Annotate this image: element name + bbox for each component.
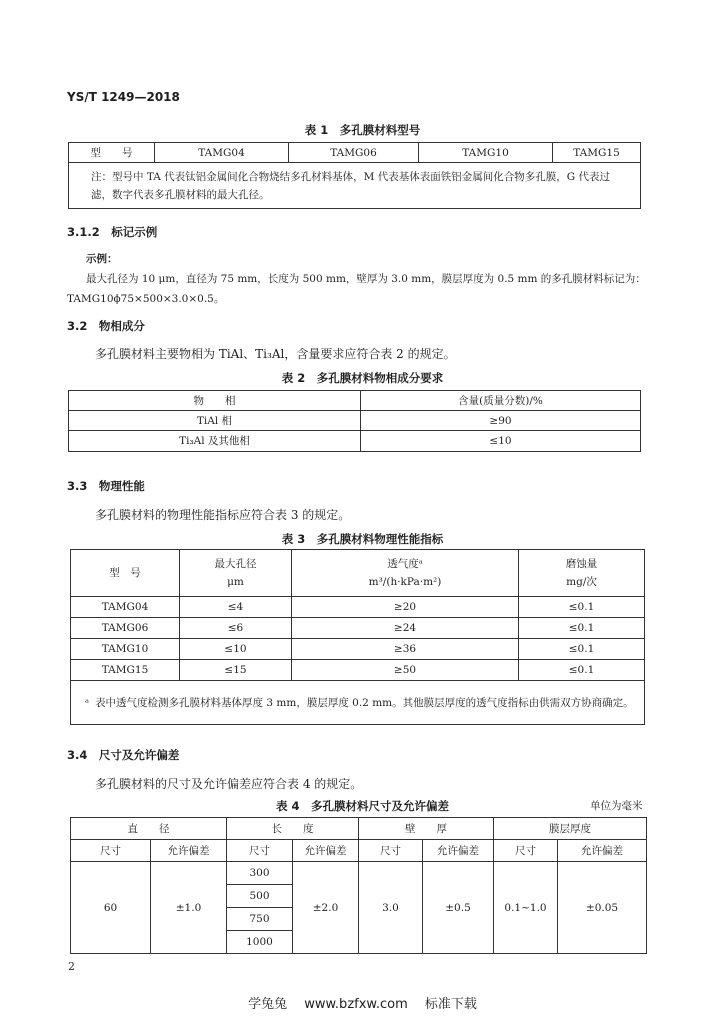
- standard-number: YS/T 1249—2018: [67, 90, 180, 104]
- table2-header-content: 含量(质量分数)/%: [361, 391, 641, 411]
- table3-note-text: 表中透气度检测多孔膜材料基体厚度 3 mm，膜层厚度 0.2 mm。其他膜层厚度的透气度指标由供需双方协商确定。: [95, 696, 634, 709]
- table1-label: 型 号: [69, 143, 155, 163]
- permeability-unit: m³/(h·kPa·m²): [368, 576, 442, 588]
- table3-cell: ≤0.1: [519, 618, 645, 639]
- wear-unit: mg/次: [566, 576, 597, 588]
- table4-subheader: 尺寸: [359, 840, 423, 862]
- pore-label: 最大孔径: [214, 558, 257, 570]
- table2-caption: 表 2 多孔膜材料物相成分要求: [281, 371, 444, 385]
- table4-length: 500: [227, 885, 293, 908]
- table4-length: 300: [227, 862, 293, 885]
- example-line-2: TAMG10ϕ75×500×3.0×0.5。: [67, 293, 225, 305]
- table4-wall-tol: ±0.5: [423, 862, 494, 954]
- table3-cell: ≥36: [292, 639, 519, 660]
- table4-subheader: 允许偏差: [151, 840, 227, 862]
- table2-cell: Ti₃Al 及其他相: [69, 431, 361, 452]
- table4-subheader: 尺寸: [494, 840, 558, 862]
- table4-group: 直 径: [71, 818, 227, 840]
- table3-caption: 表 3 多孔膜材料物理性能指标: [281, 532, 444, 546]
- table3: [70, 549, 645, 725]
- table4-caption: 表 4 多孔膜材料尺寸及允许偏差: [275, 799, 449, 813]
- table1-model: TAMG04: [155, 143, 289, 163]
- section-3-1-2-heading: 3.1.2 标记示例: [67, 225, 158, 239]
- wear-label: 磨蚀量: [565, 558, 598, 570]
- table2: [68, 390, 641, 452]
- section-3-2-heading: 3.2 物相成分: [67, 319, 145, 333]
- pore-unit: μm: [227, 576, 244, 588]
- table4-group: 壁 厚: [359, 818, 494, 840]
- table3-cell: ≤10: [180, 639, 292, 660]
- table4-subheader: 尺寸: [71, 840, 151, 862]
- section-3-2-text: 多孔膜材料主要物相为 TiAl、Ti₃Al，含量要求应符合表 2 的规定。: [95, 347, 456, 361]
- table1-note: 注：型号中 TA 代表钛铝金属间化合物烧结多孔材料基体，M 代表基体表面铁铝金属间化合物多孔膜，G 代表过滤，数字代表多孔膜材料的最大孔径。: [69, 163, 641, 209]
- permeability-label: 透气度ᵃ: [387, 558, 423, 570]
- table4-length-tol: ±2.0: [293, 862, 359, 954]
- table2-cell: ≤10: [361, 431, 641, 452]
- table4-subheader: 允许偏差: [558, 840, 647, 862]
- table4-diameter: 60: [71, 862, 151, 954]
- table3-cell: ≤6: [180, 618, 292, 639]
- table3-header-pore: [180, 550, 292, 597]
- table1-model: TAMG06: [289, 143, 419, 163]
- table4-film: 0.1~1.0: [494, 862, 558, 954]
- table3-cell: ≤4: [180, 597, 292, 618]
- table3-header-model: 型 号: [71, 550, 180, 597]
- table3-header-permeability: [292, 550, 519, 597]
- table1: [68, 142, 641, 209]
- table3-note: [71, 681, 645, 725]
- table3-cell: ≤15: [180, 660, 292, 681]
- table4-unit: 单位为毫米: [590, 800, 643, 812]
- table4-length: 750: [227, 908, 293, 931]
- table1-caption: 表 1 多孔膜材料型号: [304, 123, 421, 137]
- table4-diameter-tol: ±1.0: [151, 862, 227, 954]
- table4-group: 膜层厚度: [494, 818, 647, 840]
- note-footnote-mark: ᵃ: [85, 696, 90, 709]
- table3-cell: TAMG06: [71, 618, 180, 639]
- table3-cell: ≥50: [292, 660, 519, 681]
- table3-cell: ≤0.1: [519, 597, 645, 618]
- example-line-1: 最大孔径为 10 μm，直径为 75 mm，长度为 500 mm，壁厚为 3.0 mm，膜层厚度为 0.5 mm 的多孔膜材料标记为：: [86, 273, 646, 285]
- example-label: 示例：: [86, 253, 118, 265]
- table3-cell: TAMG04: [71, 597, 180, 618]
- table3-cell: TAMG15: [71, 660, 180, 681]
- table1-model: TAMG15: [553, 143, 641, 163]
- section-3-4-heading: 3.4 尺寸及允许偏差: [67, 748, 180, 762]
- table4-subheader: 尺寸: [227, 840, 293, 862]
- section-3-3-text: 多孔膜材料的物理性能指标应符合表 3 的规定。: [95, 508, 351, 522]
- table2-cell: TiAl 相: [69, 411, 361, 431]
- section-3-4-text: 多孔膜材料的尺寸及允许偏差应符合表 4 的规定。: [95, 777, 363, 791]
- site-footer: 学兔兔 www.bzfxw.com 标准下载: [248, 997, 477, 1012]
- table3-cell: ≥20: [292, 597, 519, 618]
- table2-cell: ≥90: [361, 411, 641, 431]
- table3-cell: ≥24: [292, 618, 519, 639]
- table2-header-phase: 物 相: [69, 391, 361, 411]
- table3-cell: ≤0.1: [519, 660, 645, 681]
- table4-group: 长 度: [227, 818, 359, 840]
- table4-film-tol: ±0.05: [558, 862, 647, 954]
- table4-subheader: 允许偏差: [423, 840, 494, 862]
- table4-wall: 3.0: [359, 862, 423, 954]
- table4-length: 1000: [227, 931, 293, 954]
- table3-cell: TAMG10: [71, 639, 180, 660]
- table4-subheader: 允许偏差: [293, 840, 359, 862]
- page-number: 2: [68, 960, 75, 973]
- table1-model: TAMG10: [419, 143, 553, 163]
- table3-cell: ≤0.1: [519, 639, 645, 660]
- table4: [70, 817, 647, 954]
- section-3-3-heading: 3.3 物理性能: [67, 479, 145, 493]
- table3-header-wear: [519, 550, 645, 597]
